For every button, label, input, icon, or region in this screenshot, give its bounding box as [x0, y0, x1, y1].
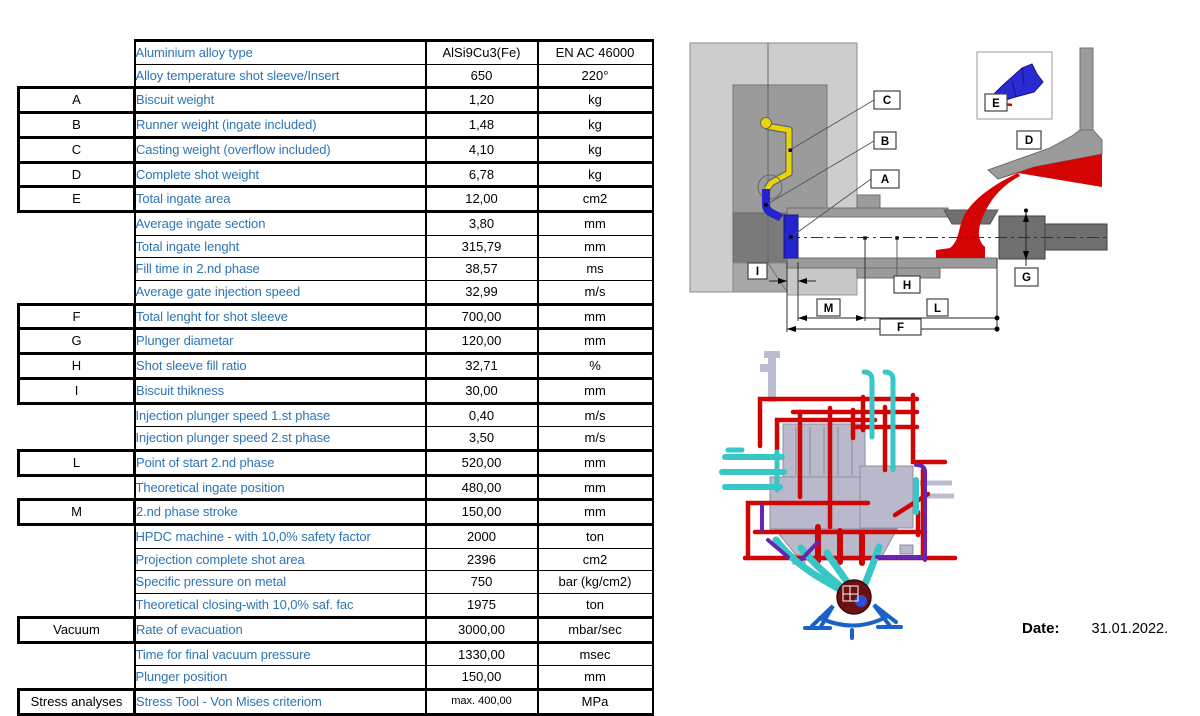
row-value: max. 400,00	[426, 689, 538, 714]
row-label: L	[19, 450, 135, 475]
row-unit: mm	[538, 666, 653, 690]
row-label	[19, 281, 135, 305]
dot-dim-f	[995, 327, 1000, 332]
row-unit: cm2	[538, 187, 653, 212]
table-row	[19, 617, 653, 642]
table-row	[19, 88, 653, 113]
mold-3d-diagram	[690, 340, 1010, 670]
row-unit: 220°	[538, 64, 653, 88]
row-description: Complete shot weight	[135, 162, 426, 187]
row-description: Shot sleeve fill ratio	[135, 354, 426, 379]
row-description: Runner weight (ingate included)	[135, 113, 426, 138]
table-row	[19, 427, 653, 451]
row-unit: m/s	[538, 403, 653, 427]
table-row	[19, 403, 653, 427]
row-description: 2.nd phase stroke	[135, 500, 426, 525]
row-value: 3,50	[426, 427, 538, 451]
row-description: Casting weight (overflow included)	[135, 137, 426, 162]
label-d: D	[1024, 135, 1034, 147]
row-unit: mm	[538, 235, 653, 258]
row-value: 3,80	[426, 211, 538, 235]
row-label	[19, 427, 135, 451]
row-unit: %	[538, 354, 653, 379]
row-description: Biscuit thikness	[135, 378, 426, 403]
row-unit: bar (kg/cm2)	[538, 571, 653, 594]
table-row	[19, 500, 653, 525]
row-label	[19, 475, 135, 500]
row-value: 38,57	[426, 258, 538, 281]
row-unit: kg	[538, 88, 653, 113]
row-unit: mm	[538, 500, 653, 525]
sleeve-flange	[857, 195, 880, 208]
row-label: Vacuum	[19, 617, 135, 642]
row-label	[19, 666, 135, 690]
dot-a	[789, 235, 792, 238]
row-label: A	[19, 88, 135, 113]
shot-sleeve-diagram	[680, 30, 1200, 342]
row-label	[19, 235, 135, 258]
row-description: Total ingate lenght	[135, 235, 426, 258]
row-value: 1975	[426, 594, 538, 618]
table-row	[19, 235, 653, 258]
row-unit: mm	[538, 450, 653, 475]
row-label: E	[19, 187, 135, 212]
arrow-l	[856, 315, 865, 321]
arrow-f	[787, 326, 796, 332]
row-description: Average gate injection speed	[135, 281, 426, 305]
row-unit: msec	[538, 642, 653, 666]
row-description: Time for final vacuum pressure	[135, 642, 426, 666]
row-unit: m/s	[538, 427, 653, 451]
table-row	[19, 689, 653, 714]
row-value: 315,79	[426, 235, 538, 258]
row-description: Stress Tool - Von Mises criteriom	[135, 689, 426, 714]
dot-b	[764, 203, 767, 206]
row-label: F	[19, 304, 135, 329]
row-value: 0,40	[426, 403, 538, 427]
row-value: 750	[426, 571, 538, 594]
row-label	[19, 571, 135, 594]
label-b: B	[880, 136, 890, 148]
row-description: Fill time in 2.nd phase	[135, 258, 426, 281]
date-label: Date:	[1022, 620, 1060, 637]
table-row	[19, 571, 653, 594]
row-value: 150,00	[426, 666, 538, 690]
row-unit: ton	[538, 525, 653, 549]
row-value: 650	[426, 64, 538, 88]
row-value: 2396	[426, 548, 538, 571]
row-unit: mm	[538, 329, 653, 354]
row-description: Aluminium alloy type	[135, 41, 426, 65]
date-row	[1022, 620, 1168, 637]
row-label	[19, 525, 135, 549]
parameters-table	[17, 39, 654, 716]
dot-dim-l	[995, 316, 1000, 321]
row-value: 2000	[426, 525, 538, 549]
row-unit: m/s	[538, 281, 653, 305]
table-row	[19, 211, 653, 235]
row-description: Plunger position	[135, 666, 426, 690]
row-label: Stress analyses	[19, 689, 135, 714]
row-value: 32,71	[426, 354, 538, 379]
row-value: 1330,00	[426, 642, 538, 666]
gray-fitting-pipe	[760, 355, 772, 402]
table-row	[19, 258, 653, 281]
table-row	[19, 525, 653, 549]
row-description: Theoretical closing-with 10,0% saf. fac	[135, 594, 426, 618]
row-label	[19, 211, 135, 235]
row-description: Alloy temperature shot sleeve/Insert	[135, 64, 426, 88]
row-value: 120,00	[426, 329, 538, 354]
row-unit: cm2	[538, 548, 653, 571]
row-description: Specific pressure on metal	[135, 571, 426, 594]
row-value: 700,00	[426, 304, 538, 329]
row-label	[19, 594, 135, 618]
row-unit: kg	[538, 113, 653, 138]
row-unit: mbar/sec	[538, 617, 653, 642]
dot-g	[1024, 209, 1028, 213]
table-row	[19, 666, 653, 690]
table-row	[19, 281, 653, 305]
row-description: Total lenght for shot sleeve	[135, 304, 426, 329]
label-i: I	[755, 266, 760, 278]
table-row	[19, 475, 653, 500]
table-row	[19, 162, 653, 187]
row-unit: ms	[538, 258, 653, 281]
row-label: C	[19, 137, 135, 162]
row-unit: kg	[538, 137, 653, 162]
row-label: M	[19, 500, 135, 525]
row-unit: mm	[538, 211, 653, 235]
row-description: Rate of evacuation	[135, 617, 426, 642]
row-description: Theoretical ingate position	[135, 475, 426, 500]
biscuit-sphere	[837, 580, 871, 614]
row-description: Biscuit weight	[135, 88, 426, 113]
row-value: 1,20	[426, 88, 538, 113]
row-label	[19, 64, 135, 88]
label-c: C	[882, 95, 892, 107]
row-unit: mm	[538, 304, 653, 329]
table-row	[19, 113, 653, 138]
runner-overflow-blob	[761, 118, 772, 129]
sleeve-bottom-wall	[787, 258, 997, 268]
table-row	[19, 594, 653, 618]
row-unit: mm	[538, 475, 653, 500]
table-row	[19, 41, 653, 65]
dot-h	[895, 236, 898, 239]
date-value: 31.01.2022.	[1091, 621, 1169, 637]
row-description: Point of start 2.nd phase	[135, 450, 426, 475]
row-label: I	[19, 378, 135, 403]
row-value: 30,00	[426, 378, 538, 403]
row-value: 6,78	[426, 162, 538, 187]
label-f: F	[896, 322, 905, 334]
row-value: AlSi9Cu3(Fe)	[426, 41, 538, 65]
row-label	[19, 403, 135, 427]
row-value: 12,00	[426, 187, 538, 212]
row-label: B	[19, 113, 135, 138]
row-unit: kg	[538, 162, 653, 187]
row-unit: mm	[538, 378, 653, 403]
row-label	[19, 642, 135, 666]
table-row	[19, 354, 653, 379]
row-description: HPDC machine - with 10,0% safety factor	[135, 525, 426, 549]
table-row	[19, 64, 653, 88]
row-value: 32,99	[426, 281, 538, 305]
table-row	[19, 137, 653, 162]
label-a: A	[880, 174, 890, 186]
row-label	[19, 548, 135, 571]
row-label	[19, 258, 135, 281]
table-row	[19, 187, 653, 212]
row-description: Injection plunger speed 2.st phase	[135, 427, 426, 451]
row-description: Projection complete shot area	[135, 548, 426, 571]
label-g: G	[1022, 272, 1031, 284]
row-unit: ton	[538, 594, 653, 618]
table-row	[19, 304, 653, 329]
label-h: H	[902, 280, 912, 292]
row-label: H	[19, 354, 135, 379]
row-description: Total ingate area	[135, 187, 426, 212]
dot-c	[789, 149, 792, 152]
row-description: Plunger diametar	[135, 329, 426, 354]
table-row	[19, 378, 653, 403]
row-value: 1,48	[426, 113, 538, 138]
sleeve-top-wall	[787, 208, 948, 217]
row-description: Injection plunger speed 1.st phase	[135, 403, 426, 427]
row-value: 150,00	[426, 500, 538, 525]
row-label: G	[19, 329, 135, 354]
row-value: 480,00	[426, 475, 538, 500]
mold-tab-right	[900, 545, 913, 554]
row-unit: EN AC 46000	[538, 41, 653, 65]
row-value: 3000,00	[426, 617, 538, 642]
label-l: L	[933, 303, 942, 315]
table-row	[19, 450, 653, 475]
table-row	[19, 548, 653, 571]
ladle-arm	[1080, 48, 1093, 132]
row-description: Average ingate section	[135, 211, 426, 235]
gray-fitting-flange	[764, 351, 780, 358]
table-row	[19, 642, 653, 666]
label-m: M	[823, 303, 834, 315]
row-label: D	[19, 162, 135, 187]
arrow-m	[798, 315, 807, 321]
row-unit: MPa	[538, 689, 653, 714]
table-row	[19, 329, 653, 354]
row-value: 4,10	[426, 137, 538, 162]
mold-body-right	[860, 466, 913, 528]
row-value: 520,00	[426, 450, 538, 475]
label-e: E	[992, 98, 1000, 110]
row-label	[19, 41, 135, 65]
